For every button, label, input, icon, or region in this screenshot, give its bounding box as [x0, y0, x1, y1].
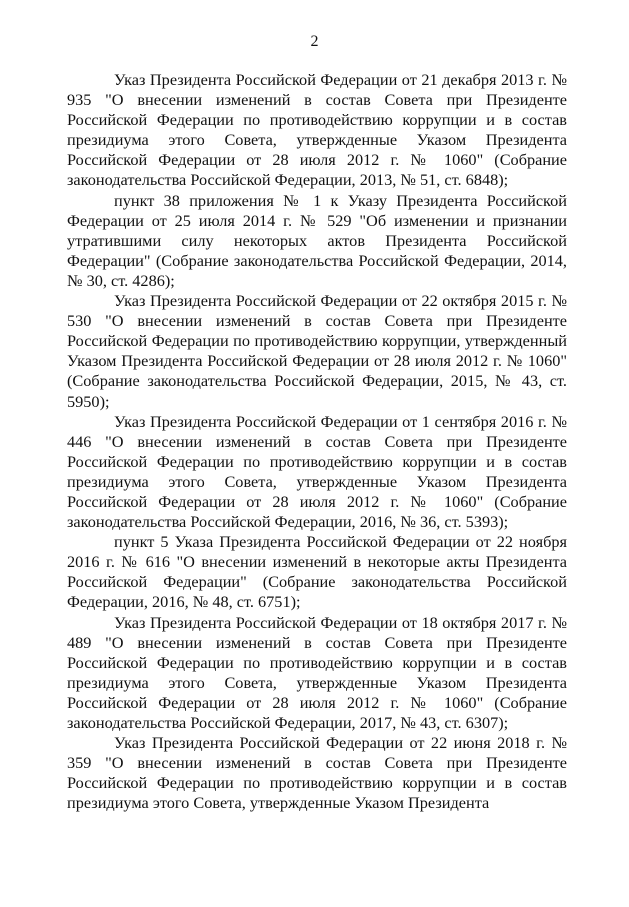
paragraph-ukaz-2014-529: пункт 38 приложения № 1 к Указу Президента Российской Федерации от 25 июля 2014 г. № 529 "Об изменении и признании утратившими силу некоторых актов Президента Российской Федерации" (Собрание законодательства Российской Федерации, 2014, № 30, ст. 4286);	[67, 190, 567, 290]
page-number: 2	[310, 33, 319, 50]
document-body	[67, 70, 567, 813]
paragraph-ukaz-2016-616: пункт 5 Указа Президента Российской Федерации от 22 ноября 2016 г. № 616 "О внесении изменений в некоторые акты Президента Российской Федерации" (Собрание законодательства Российской Федерации, 2016, № 48, ст. 6751);	[67, 532, 567, 612]
paragraph-ukaz-2016-446: Указ Президента Российской Федерации от 1 сентября 2016 г. № 446 "О внесении изменений в состав Совета при Президенте Российской Федерации по противодействию коррупции и в состав президиума этого Совета, утвержденные Указом Президента Российской Федерации от 28 июля 2012 г. № 1060" (Собрание законодательства Российской Федерации, 2016, № 36, ст. 5393);	[67, 411, 567, 532]
paragraph-ukaz-2013-935: Указ Президента Российской Федерации от 21 декабря 2013 г. № 935 "О внесении изменений в состав Совета при Президенте Российской Федерации по противодействию коррупции и в состав президиума этого Совета, утвержденные Указом Президента Российской Федерации от 28 июля 2012 г. № 1060" (Собрание законодательства Российской Федерации, 2013, № 51, ст. 6848);	[67, 70, 567, 190]
paragraph-ukaz-2015-530: Указ Президента Российской Федерации от 22 октября 2015 г. № 530 "О внесении изменений в состав Совета при Президенте Российской Федерации по противодействию коррупции, утвержденный Указом Президента Российской Федерации от 28 июля 2012 г. № 1060" (Собрание законодательства Российской Федерации, 2015, № 43, ст. 5950);	[67, 291, 567, 411]
paragraph-ukaz-2017-489: Указ Президента Российской Федерации от 18 октября 2017 г. № 489 "О внесении изменений в состав Совета при Президенте Российской Федерации по противодействию коррупции и в состав президиума этого Совета, утвержденные Указом Президента Российской Федерации от 28 июля 2012 г. № 1060" (Собрание законодательства Российской Федерации, 2017, № 43, ст. 6307);	[67, 612, 567, 732]
paragraph-ukaz-2018-359: Указ Президента Российской Федерации от 22 июня 2018 г. № 359 "О внесении изменений в состав Совета при Президенте Российской Федерации по противодействию коррупции и в состав президиума этого Совета, утвержденные Указом Президента	[67, 733, 567, 813]
